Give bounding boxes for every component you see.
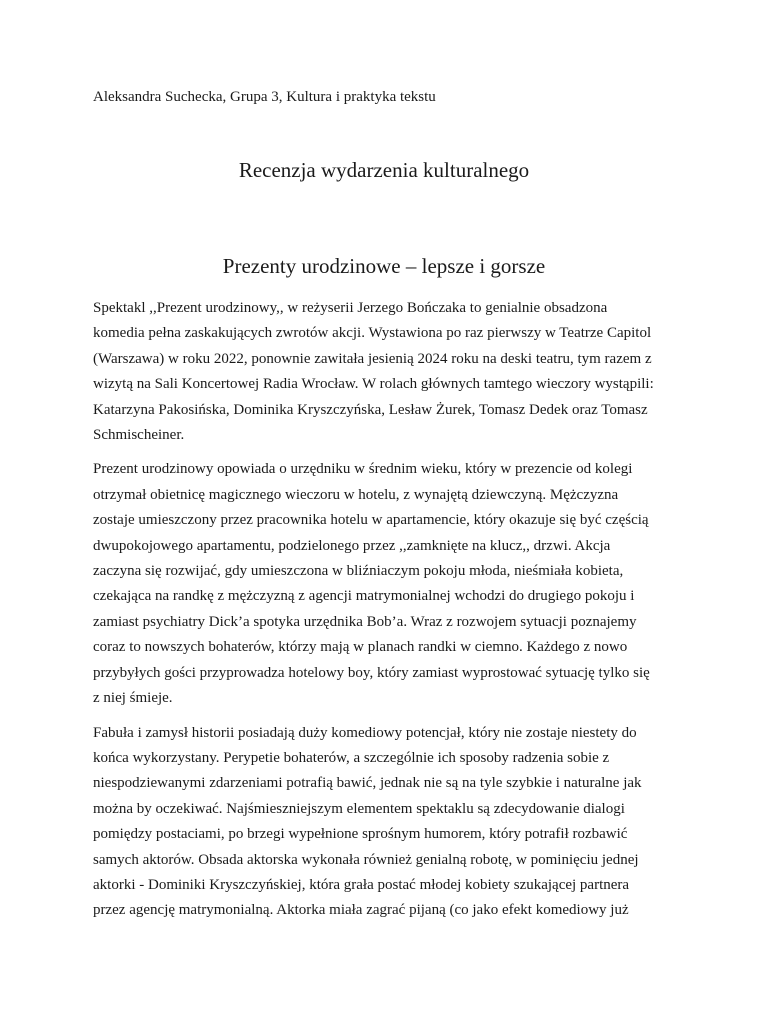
text-line: z niej śmieje. xyxy=(93,690,173,707)
document-title: Recenzja wydarzenia kulturalnego xyxy=(238,158,530,182)
text-line: dwupokojowego apartamentu, podzielonego przez ,,zamknięte na klucz,, drzwi. Akcja xyxy=(93,537,611,554)
text-line: zamiast psychiatry Dick’a spotyka urzędnika Bob’a. Wraz z rozwojem sytuacji poznajemy xyxy=(93,613,637,630)
text-line: końca wykorzystany. Perypetie bohaterów, a szczególnie ich sposoby radzenia sobie z xyxy=(93,749,610,766)
document-body xyxy=(93,296,683,933)
text-line: coraz to nowszych bohaterów, którzy mają w planach randki w ciemno. Każdego z nowo xyxy=(93,639,628,656)
author-header: Aleksandra Suchecka, Grupa 3, Kultura i praktyka tekstu xyxy=(93,89,436,105)
text-line: czekająca na randkę z mężczyzną z agencji matrymonialnej wchodzi do drugiego pokoju i xyxy=(93,588,635,605)
paragraph xyxy=(93,457,683,711)
text-line: (Warszawa) w roku 2022, ponownie zawitała jesienią 2024 roku na deski teatru, tym razem z xyxy=(93,350,652,367)
text-line: Schmischeiner. xyxy=(93,427,185,444)
text-line: zaczyna się rozwijać, gdy umieszczona w bliźniaczym pokoju młoda, nieśmiała kobieta, xyxy=(93,563,624,580)
text-line: Fabuła i zamysł historii posiadają duży komediowy potencjał, który nie zostaje niestety do xyxy=(93,724,637,741)
text-line: przybyłych gości przyprowadza hotelowy boy, który zamiast wyprostować sytuację tylko się xyxy=(93,664,650,681)
text-line: niespodziewanymi zdarzeniami potrafią bawić, jednak nie są na tyle szybkie i naturalne jak xyxy=(93,775,642,792)
text-line: Katarzyna Pakosińska, Dominika Kryszczyńska, Lesław Żurek, Tomasz Dedek oraz Tomasz xyxy=(93,401,648,418)
text-line: zostaje umieszczony przez pracownika hotelu w apartamencie, który okazuje się być częścią xyxy=(93,512,649,529)
paragraph xyxy=(93,296,683,448)
text-line: otrzymał obietnicę magicznego wieczoru w hotelu, z wynajętą dziewczyną. Mężczyzna xyxy=(93,486,619,503)
document-subtitle: Prezenty urodzinowe – lepsze i gorsze xyxy=(222,254,546,278)
text-line: Spektakl ,,Prezent urodzinowy,, w reżyserii Jerzego Bończaka to genialnie obsadzona xyxy=(93,300,608,316)
text-line: Prezent urodzinowy opowiada o urzędniku w średnim wieku, który w prezencie od kolegi xyxy=(93,461,633,478)
text-line: komedia pełna zaskakujących zwrotów akcji. Wystawiona po raz pierwszy w Teatrze Capitol xyxy=(93,325,652,342)
text-line: pomiędzy postaciami, po brzegi wypełnione sprośnym humorem, który potrafił rozbawić xyxy=(93,826,628,843)
text-line: aktorki - Dominiki Kryszczyńskiej, która grała postać młodej kobiety szukającej partnera xyxy=(93,876,630,893)
text-line: przez agencję matrymonialną. Aktorka miała zagrać pijaną (co jako efekt komediowy już xyxy=(93,902,629,919)
paragraph xyxy=(93,721,683,924)
text-line: można by oczekiwać. Najśmieszniejszym elementem spektaklu są zdecydowanie dialogi xyxy=(93,800,625,817)
text-line: wizytą na Sali Koncertowej Radia Wrocław. W rolach głównych tamtego wieczory wystąpili: xyxy=(93,376,654,393)
text-line: samych aktorów. Obsada aktorska wykonała również genialną robotę, w pominięciu jednej xyxy=(93,851,639,868)
